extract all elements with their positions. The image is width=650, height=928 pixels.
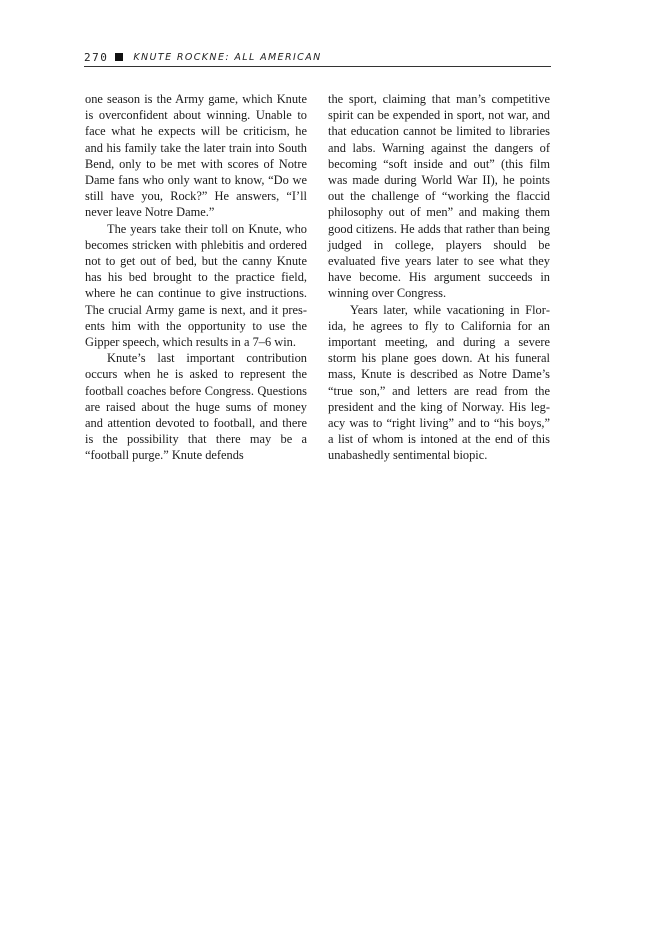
paragraph: the sport, claiming that man’s competitive spirit can be expended in sport, not war, and that education cannot be limited to libraries and labs. Warning against the dangers of becoming “soft inside and out” (this film was made during World War II), he points out the challenge of “working the flaccid philosophy out of men” and making them good citizens. He adds that rather than being judged in college, players should be evaluated five years later to see what they have become. His argument succeeds in winning over Congress. bbox=[328, 92, 550, 301]
square-bullet-icon bbox=[115, 53, 123, 61]
paragraph: The years take their toll on Knute, who becomes stricken with phlebitis and ordered not to get out of bed, but the canny Knute has his bed brought to the practice field, where he can continue to give instructions. The crucial Army game is next, and it presents him with the opportunity to use the Gipper speech, which results in a 7–6 win. bbox=[85, 221, 307, 350]
header-rule bbox=[84, 66, 551, 67]
page-number: 270 bbox=[84, 50, 109, 64]
right-column bbox=[328, 91, 550, 464]
paragraph: Knute’s last important contribution occurs when he is asked to represent the football coaches before Congress. Questions are raised about the huge sums of money and attention devoted to football, and there is the possibility that there may be a “football purge.” Knute defends bbox=[85, 351, 307, 463]
paragraph: one season is the Army game, which Knute is overconfident about winning. Unable to face what he expects will be criticism, he and his family take the later train into South Bend, only to be met with scores of Notre Dame fans who only want to know, “Do we still have you, Rock?” He answers, “I’ll never leave Notre Dame.” bbox=[85, 92, 307, 220]
paragraph: Years later, while vacationing in Florida, he agrees to fly to California for an important meeting, and during a severe storm his plane goes down. At his funeral mass, Knute is described as Notre Dame’s “true son,” and letters are read from the president and the king of Norway. His legacy was to “right living” and to “his boys,” a list of whom is intoned at the end of this unabashedly sentimental biopic. bbox=[328, 302, 550, 463]
running-head bbox=[84, 49, 551, 65]
left-column bbox=[85, 91, 307, 464]
running-title: KNUTE ROCKNE: ALL AMERICAN bbox=[133, 51, 322, 63]
